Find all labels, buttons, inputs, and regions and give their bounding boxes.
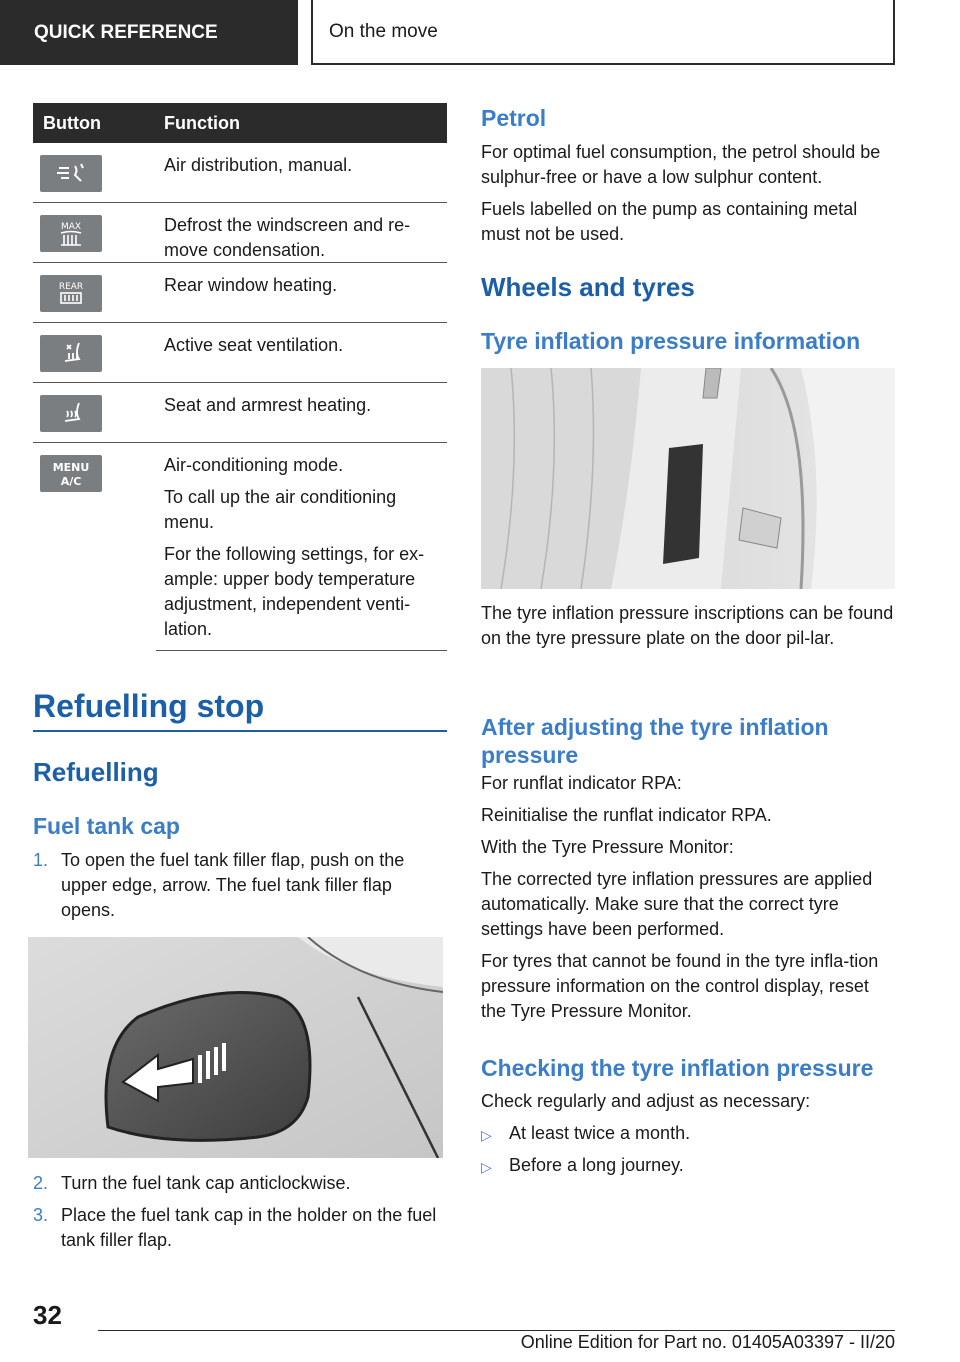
air-distribution-icon bbox=[40, 155, 102, 192]
rear-window-heating-icon bbox=[40, 275, 102, 312]
triangle-bullet-icon: ▷ bbox=[481, 1159, 492, 1175]
pressure-info-heading: Tyre inflation pressure information bbox=[481, 328, 861, 354]
paragraph: Reinitialise the runflat indicator RPA. bbox=[481, 805, 772, 825]
function-text: For the following settings, for ex-ample: upper body temperature adjustment, independent venti-lation. bbox=[164, 544, 425, 639]
svg-text:MAX: MAX bbox=[60, 221, 82, 232]
list-item bbox=[481, 1121, 690, 1148]
page-number: 32 bbox=[33, 1300, 62, 1330]
chapter-tab: On the move bbox=[311, 0, 895, 65]
function-text: To call up the air conditioning menu. bbox=[164, 487, 397, 532]
paragraph: With the Tyre Pressure Monitor: bbox=[481, 837, 734, 857]
svg-text:MENU: MENU bbox=[52, 460, 90, 474]
title-rule bbox=[33, 730, 447, 732]
wheels-heading: Wheels and tyres bbox=[481, 272, 695, 302]
paragraph: For optimal fuel consumption, the petrol should be sulphur-free or have a low sulphur content. bbox=[481, 142, 881, 187]
step-text: To open the fuel tank filler flap, push on the upper edge, arrow. The fuel tank filler flap opens. bbox=[61, 850, 405, 920]
table-row bbox=[33, 323, 447, 383]
function-text: Seat and armrest heating. bbox=[164, 395, 372, 415]
column-header-function: Function bbox=[164, 112, 240, 133]
fuel-cap-image bbox=[28, 937, 443, 1158]
column-header-button: Button bbox=[43, 112, 101, 133]
petrol-text bbox=[481, 140, 895, 254]
door-pillar-image bbox=[481, 368, 895, 589]
step-number: 3. bbox=[33, 1205, 49, 1225]
menu-ac-icon bbox=[40, 455, 102, 492]
list-item bbox=[33, 848, 447, 923]
footer-rule bbox=[98, 1330, 895, 1331]
section-title: Refuelling stop bbox=[33, 688, 265, 724]
function-text: Active seat ventilation. bbox=[164, 335, 344, 355]
checking-text: Check regularly and adjust as necessary: bbox=[481, 1091, 811, 1111]
table-row bbox=[33, 443, 447, 651]
svg-text:REAR: REAR bbox=[58, 281, 84, 292]
step-number: 1. bbox=[33, 850, 49, 870]
table-row bbox=[33, 143, 447, 203]
paragraph: The corrected tyre inflation pressures are applied automatically. Make sure that the correct tyre settings have been performed. bbox=[481, 869, 873, 939]
step-text: Turn the fuel tank cap anticlockwise. bbox=[61, 1173, 351, 1193]
table-header bbox=[33, 103, 447, 143]
triangle-bullet-icon: ▷ bbox=[481, 1127, 492, 1143]
table-row bbox=[33, 203, 447, 263]
function-text: Rear window heating. bbox=[164, 275, 338, 295]
edition-footer: Online Edition for Part no. 01405A03397 - II/20 bbox=[520, 1332, 895, 1352]
pressure-info-text: The tyre inflation pressure inscriptions can be found on the tyre pressure plate on the door pil-lar. bbox=[481, 603, 894, 648]
max-defrost-icon bbox=[40, 215, 102, 252]
bullet-text: At least twice a month. bbox=[509, 1123, 691, 1143]
seat-ventilation-icon bbox=[40, 335, 102, 372]
table-row bbox=[33, 263, 447, 323]
function-text: Defrost the windscreen and re-move condensation. bbox=[164, 215, 411, 260]
bullet-text: Before a long journey. bbox=[509, 1155, 684, 1175]
paragraph: For runflat indicator RPA: bbox=[481, 773, 682, 793]
fuel-cap-heading: Fuel tank cap bbox=[33, 813, 180, 839]
step-number: 2. bbox=[33, 1173, 49, 1193]
paragraph: Fuels labelled on the pump as containing metal must not be used. bbox=[481, 199, 858, 244]
function-text: Air distribution, manual. bbox=[164, 155, 353, 175]
svg-text:A/C: A/C bbox=[60, 474, 82, 488]
checking-heading: Checking the tyre inflation pressure bbox=[481, 1055, 874, 1081]
step-text: Place the fuel tank cap in the holder on the fuel tank filler flap. bbox=[61, 1205, 437, 1250]
section-tab: QUICK REFERENCE bbox=[0, 0, 298, 65]
list-item bbox=[33, 1171, 447, 1196]
seat-heating-icon bbox=[40, 395, 102, 432]
petrol-heading: Petrol bbox=[481, 105, 547, 131]
button-function-table bbox=[33, 103, 447, 651]
after-adjust-heading: After adjusting the tyre inflation pressure bbox=[481, 714, 829, 768]
list-item bbox=[481, 1153, 684, 1180]
after-adjust-text bbox=[481, 771, 895, 1031]
list-item bbox=[33, 1203, 447, 1253]
paragraph: For tyres that cannot be found in the tyre infla-tion pressure information on the control display, reset the Tyre Pressure Monitor. bbox=[481, 951, 879, 1021]
subsection-title: Refuelling bbox=[33, 757, 159, 787]
table-row bbox=[33, 383, 447, 443]
function-text: Air-conditioning mode. bbox=[164, 455, 344, 475]
